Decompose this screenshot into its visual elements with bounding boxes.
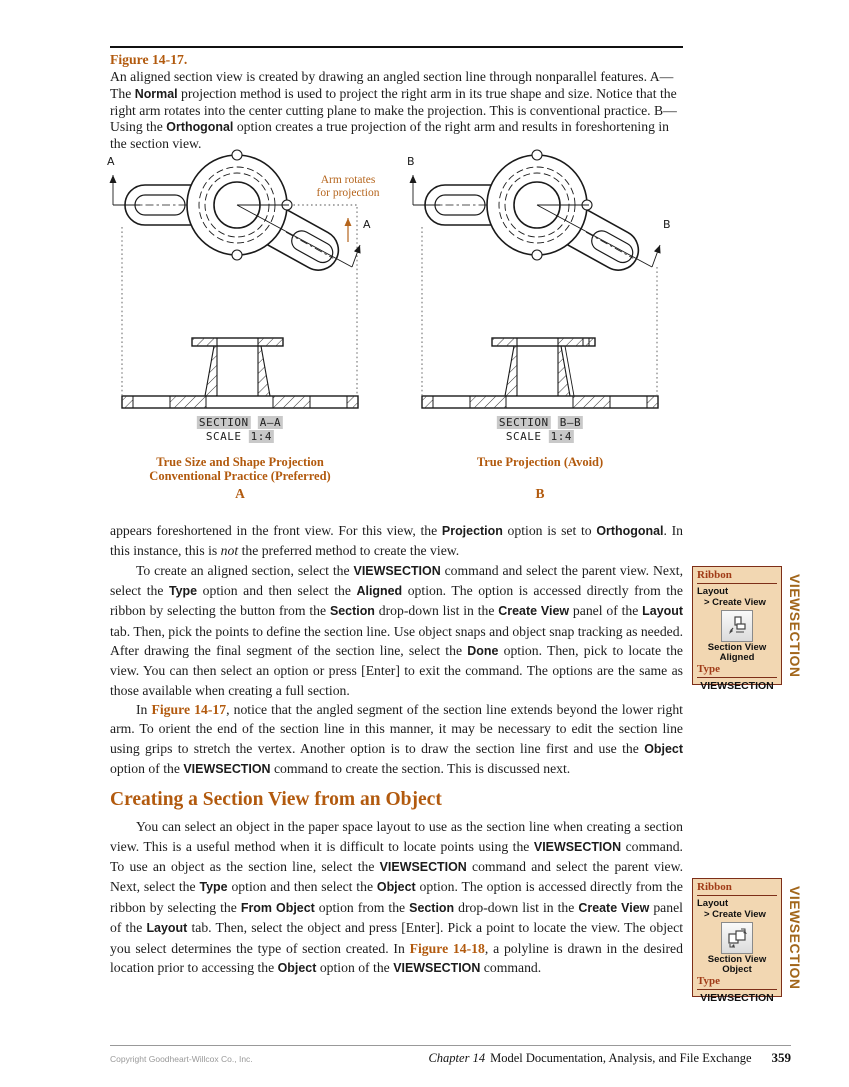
ribbon-header: Ribbon — [697, 569, 732, 581]
section-view-object-icon — [721, 922, 753, 954]
ribbon-tab-label: Layout — [697, 898, 729, 909]
figure-reference[interactable]: Figure 14-17 — [151, 702, 227, 718]
figure-subcaption-a: True Size and Shape Projection Conventional Practice (Preferred) — [149, 454, 331, 484]
copyright-notice: Copyright Goodheart-Willcox Co., Inc. — [110, 1054, 253, 1064]
body-text-2 — [110, 817, 683, 978]
paragraph: In Figure 14-17, notice that the angled segment of the section line extends beyond the lower right arm. To orient the end of the section line in this manner, it may be necessary to edit the section line using grips to stretch the vertex. Another option is to draw the section line first and use the Object option of the VIEWSECTION command to create the section. This is discussed next. — [110, 702, 683, 777]
divider — [697, 583, 777, 584]
margin-tab-viewsection-2: VIEWSECTION — [787, 885, 803, 990]
figure-subcaption-b: True Projection (Avoid) — [476, 454, 604, 469]
cutting-plane-label-b-end: B — [663, 217, 671, 231]
figure-top-rule — [110, 46, 683, 48]
margin-tab-viewsection-1: VIEWSECTION — [787, 573, 803, 678]
ribbon-access-box-object — [692, 878, 782, 1004]
figure-14-17 — [107, 154, 710, 507]
main-column — [107, 0, 684, 978]
command-name: VIEWSECTION — [700, 992, 774, 1004]
ribbon-button-label: Section View Object — [707, 954, 767, 975]
plan-and-section-drawing-b — [410, 155, 700, 413]
section-view-label-b: SECTION B–B SCALE 1:4 — [498, 415, 582, 443]
rotation-annotation: Arm rotates for projection — [316, 173, 380, 199]
cutting-plane-label-b-start: B — [407, 154, 415, 168]
section-heading: Creating a Section View from an Object — [110, 789, 442, 811]
paragraph: appears foreshortened in the front view. For this view, the Projection option is set to Orthogonal. In this instance, this is not the preferred method to create the view. — [110, 522, 684, 559]
cutting-plane-label-a-start: A — [107, 154, 115, 168]
view-letter-a: A — [235, 485, 245, 501]
cutting-plane-label-a-end: A — [363, 217, 371, 231]
divider — [697, 895, 777, 896]
section-view-label-a: SECTION A–A SCALE 1:4 — [198, 415, 282, 443]
ribbon-panel-label: > Create View — [704, 597, 766, 608]
paragraph: To create an aligned section, select the VIEWSECTION command and select the parent view. Next, select the Type option and then select the Aligned option. The option is accessed directly from the ribbon by selecting the button from the Section drop-down list in the Create View panel of the Layout tab. Then, pick the points to define the section line. Use object snaps and object snap tracking as needed. After drawing the final segment of the section line, select the Done option. Then, pick to locate the view. You can then select an option or press [Enter] to exit the command. The options are the same as those available when creating a full section. — [110, 562, 684, 698]
page-number: 359 — [771, 1050, 791, 1065]
ribbon-access-box-aligned — [692, 566, 782, 692]
section-view-aligned-icon — [721, 610, 753, 642]
chapter-title: Model Documentation, Analysis, and File Exchange — [490, 1051, 752, 1065]
ribbon-tab-label: Layout — [697, 586, 729, 597]
divider — [697, 677, 777, 678]
divider — [697, 989, 777, 990]
figure-label: Figure 14-17. — [110, 52, 188, 67]
ribbon-button-label: Section View Aligned — [707, 642, 767, 663]
view-letter-b: B — [535, 485, 545, 501]
ribbon-panel-label: > Create View — [704, 909, 766, 920]
type-header: Type — [697, 663, 721, 675]
type-header: Type — [697, 975, 721, 987]
figure-caption: An aligned section view is created by drawing an angled section line through nonparallel features. A—The Normal projection method is used to project the right arm in its true shape and size. Notice that the right arm rotates into the center cutting plane to make the projection. This is conventional practice. B—Using the Orthogonal option creates a true projection of the right arm and results in foreshortening in the section view. — [110, 69, 677, 152]
paragraph: You can select an object in the paper space layout to use as the section line when creating a section view. This is a useful method when it is difficult to locate points using the VIEWSECTION command. To use an object as the section line, select the VIEWSECTION command and select the parent view. Next, select the Type option and then select the Object option. The option is accessed directly from the ribbon by selecting the From Object option from the Section drop-down list in the Create View panel of the Layout tab. Then, select the object and press [Enter]. Pick a point to locate the view. The object you select determines the type of section created. In Figure 14-18, a polyline is drawn in the desired location prior to accessing the Object option of the VIEWSECTION command. — [110, 819, 684, 975]
chapter-label: Chapter 14 — [428, 1051, 486, 1065]
figure-reference[interactable]: Figure 14-18 — [409, 940, 485, 956]
body-text-1 — [110, 521, 683, 779]
command-name: VIEWSECTION — [700, 680, 774, 692]
page-footer — [110, 1045, 791, 1066]
ribbon-header: Ribbon — [697, 881, 732, 893]
